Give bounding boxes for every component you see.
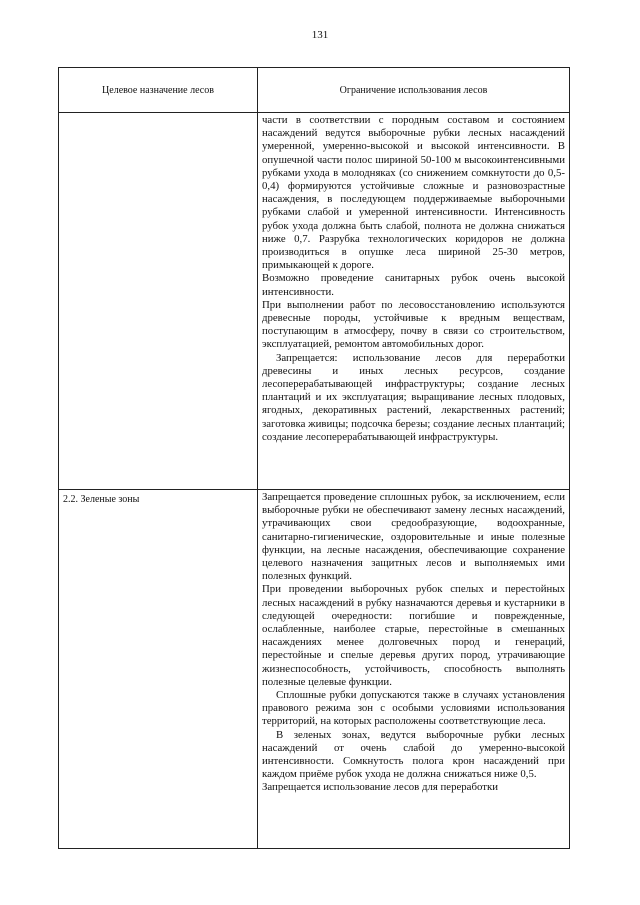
forest-use-table [58,67,570,849]
paragraph: Запрещается: использование лесов для переработки древесины и иных лесных ресурсов, создание лесоперерабатывающей инфраструктуры; создание лесных плантаций и их эксплуатация; выращивание лесных плодовых, ягодных, декоративных растений, лекарственных растений; заготовка живицы; подсочка березы; создание лесных плантаций; создание лесоперерабатывающей инфраструктуры. [262,351,565,443]
restrictions-cell [258,490,570,849]
paragraph: части в соответствии с породным составом и состоянием насаждений ведутся выборочные рубки лесных насаждений умеренной, умеренно-высокой и высокой интенсивности. В опушечной части полос шириной 50-100 м высокоинтенсивными рубками ухода в молодняках (со снижением сомкнутости до 0,5-0,4) формируются устойчивые сложные и разновозрастные насаждения, в последующем поддерживаемые выборочными рубками слабой и умеренной интенсивности. Интенсивность рубок ухода должна быть слабой, полнота не должна снижаться ниже 0,7. Разрубка технологических коридоров не должна производиться в опушке леса шириной 25-30 метров, примыкающей к дороге. [262,114,565,272]
paragraph: При выполнении работ по лесовосстановлению используются древесные породы, устойчивые к вредным веществам, поступающим в атмосферу, почву в связи со строительством, эксплуатацией, ремонтом автомобильных дорог. [262,298,565,351]
page-number: 131 [311,29,329,41]
table-header-row [59,68,570,113]
paragraph: В зеленых зонах, ведутся выборочные рубки лесных насаждений от очень слабой до умеренно-высокой интенсивности. Сомкнутость полога крон насаждений при каждом приёме рубок ухода не должна снижаться ниже 0,5. [262,728,565,781]
restrictions-cell [258,113,570,490]
table-row [59,490,570,849]
paragraph: Сплошные рубки допускаются также в случаях установления правового режима зон с особыми условиями использования территорий, на которых расположены соответствующие леса. [262,689,565,728]
paragraph: Запрещается использование лесов для переработки [262,781,498,794]
category-cell: 2.2. Зеленые зоны [59,490,258,849]
paragraph: При проведении выборочных рубок спелых и перестойных лесных насаждений в рубку назначаются деревья и кустарники в следующей очередности: погибшие и поврежденные, ослабленные, наиболее старые, перестойные в смешанных насаждениях менее долговечных пород и генераций, перестойные и спелые деревья других пород, утрачивающие жизнеспособность, устойчивость, способность выполнять полезные целевые функции. [262,583,565,688]
header-forest-purpose: Целевое назначение лесов [59,68,258,113]
paragraph: Запрещается проведение сплошных рубок, за исключением, если выборочные рубки не обеспечивают замену лесных насаждений, утрачивающих свои средообразующие, водоохранные, санитарно-гигиенические, оздоровительные и иные полезные функции, на лесные насаждения, обеспечивающие сохранение целевого назначения защитных лесов и выполняемых ими полезных функций. [262,491,565,583]
table-row [59,113,570,490]
category-cell [59,113,258,490]
paragraph: Возможно проведение санитарных рубок очень высокой интенсивности. [262,272,565,298]
header-use-restrictions: Ограничение использования лесов [258,68,570,113]
